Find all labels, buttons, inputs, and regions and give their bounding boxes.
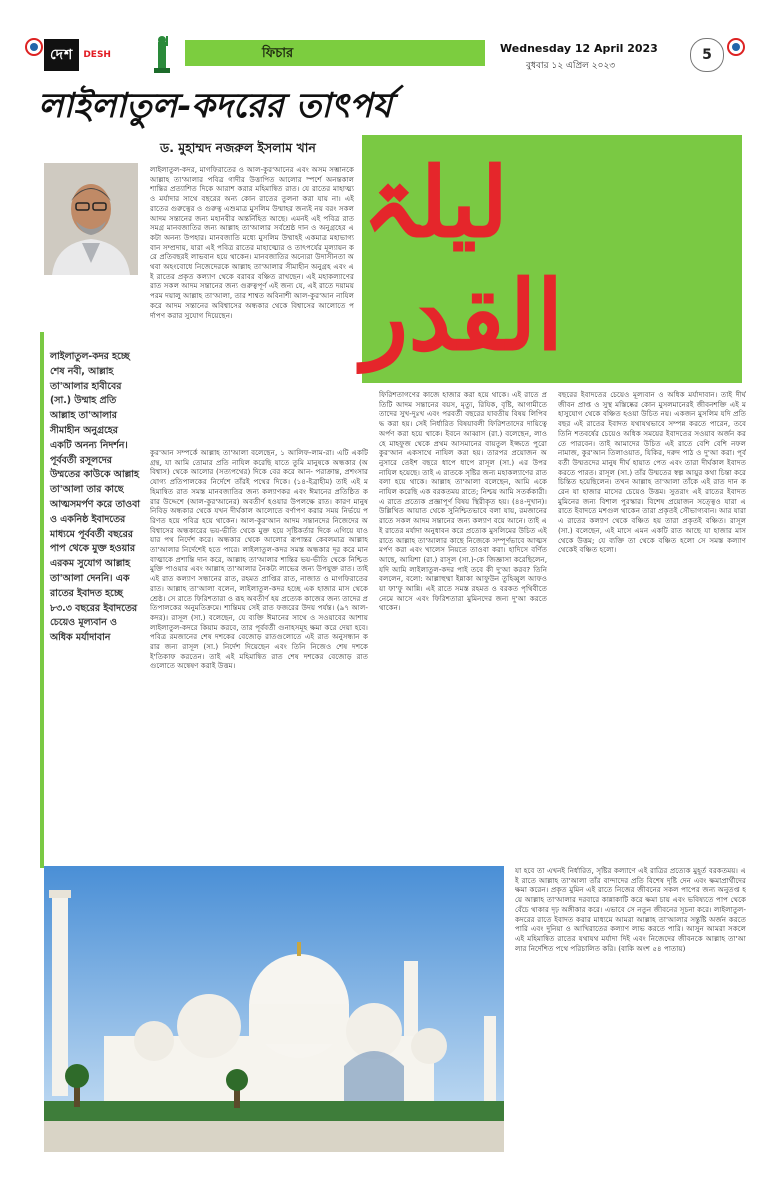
- article-headline: লাইলাতুল-কদরের তাৎপর্য: [38, 86, 392, 126]
- statue-icon: [144, 34, 180, 74]
- pull-quote: [40, 332, 142, 868]
- newspaper-logo[interactable]: [44, 38, 142, 72]
- logo-sub: DESH: [83, 50, 111, 60]
- logo-text: দেশ: [44, 39, 79, 71]
- mosque-photo: [44, 866, 504, 1152]
- section-band: [185, 40, 485, 66]
- section-label: ফিচার: [262, 46, 294, 61]
- date-english: Wednesday 12 April 2023: [500, 42, 658, 55]
- pull-quote-text: লাইলাতুল-কদর হচ্ছে শেষ নবী, আল্লাহ তা'আলার হাবীবের (সা.) উম্মাহ প্রতি আল্লাহ তা'আলার সীমাহীন অনুগ্রহের একটি অনন্য নিদর্শন। পূর্ববর্তী রসূলদের উম্মতের কাউকে আল্লাহ তা'আলা তার কাছে আত্মসমর্পণ করে তাওবা ও একনিষ্ঠ ইবাদতের মাধ্যমে পূর্ববর্তী বছরের পাপ থেকে মুক্ত হওয়ার এরকম সুযোগ আল্লাহ তা'আলা দেননি। এক রাতের ইবাদত হচ্ছে ৮৩.৩ বছরের ইবাদতের চেয়েও মূল্যবান ও অধিক মর্যাদাবান: [50, 351, 140, 644]
- calligraphy-art: [362, 135, 742, 383]
- article-text-column: লাইলাতুল-কদর, মাগফিরাতের ও আল-কুর'আনের এবং অসম সম্ভানকে আল্লাহ তা'আলার পবিত্র গাদীর উত্তাপিত আলোর স্পর্শে অনন্তকাল শান্তির প্রত্যাশিত দিকে আরাশ করার মহিমান্বিত রাত। যে রাতের মাহাত্ম্য ও মর্যাদার সাথে বছরের অন্য কোন রাতের তুলনা করা যায় না। এই রাতের গুরুত্বের ও গুরুত্ব এশুমাত্র মুসলিম উম্মাহর জন্যই নয় বরং সকল আদম সন্তানের জন্য মহানবীর অন্তর্নিহিত আছে। এমনই এই পবিত্র রাত সমগ্র মানবজাতির জন্য আল্লাহ তা'আলার সর্বশ্রেষ্ঠ দান ও অনুগ্রহের একটা অনন্য উপহার। মানবজাতি মধ্যে মুসলিম উম্মাহই একমাত্র মহাভাগ্যবান সম্প্রদায়, যারা এই পবিত্র রাতের মাহাত্ম্যের ও তাৎপর্যের মূল্যায়ন করে প্রতিবছরই লাভবান হয়ে থাকেন। মানবজাতির অন্যেরা উদাসীনতা অথবা অহংবোধে নিজেদেরকে আল্লাহ তা'আলার সীমাহীন অনুগ্রহ এবং এই রাতের প্রকৃত কল্যাণ থেকে বরাবর বঞ্চিত রাখছেন। এই মহাকল্যাণের রাত সকল আদম সন্তানের জন্য গুরুত্বপূর্ণ এই জন্য যে, এই রাতে দয়াময় পরম দয়ালু আল্লাহ তা'আলা, তার শাশ্বত অবিনাশী আল-কুর'আন নাযিল করে আদম সন্তানের অবিশ্বাসের অন্ধকার থেকে বিশ্বাসের আলোতে পর্দাপণ করার সুযোগ দিয়েছেন।: [150, 165, 354, 320]
- page-number: 5: [690, 38, 724, 72]
- registration-mark-icon: [727, 38, 745, 56]
- article-text-column: যা হবে তা এখনই নির্ধারিত, সৃষ্টির কল্যাণে এই রাত্রির প্রত্যেক মুহূর্ত বরকতময়। এই রাতে আল্লাহ তা'আলা তাঁর বান্দাদের প্রতি বিশেষ দৃষ্টি দেন এবং ক্ষমাপ্রার্থীদের ক্ষমা করেন। প্রকৃত মুমিন এই রাতে নিজের জীবনের সকল পাপের জন্য অনুতপ্ত হয়ে আল্লাহ তা'আলার দরবারে কান্নাকাটি করে ক্ষমা চায় এবং ভবিষ্যতে পাপ থেকে বেঁচে থাকার দৃঢ় অঙ্গীকার করে। এভাবে সে নতুন জীবনের সূচনা করে। লাইলাতুল-কদরের রাতে ইবাদত করার মাধ্যমে আমরা আল্লাহ তা'আলার সন্তুষ্টি অর্জন করতে পারি এবং দুনিয়া ও আখিরাতের কল্যাণ লাভ করতে পারি। আসুন আমরা সকলে এই মহিমান্বিত রাতের যথাযথ মর্যাদা দিই এবং নিজেদের জীবনকে আল্লাহ তা'আলার নির্দেশিত পথে পরিচালিত করি। (বাকি অংশ ৫৪ পাতায়): [515, 866, 746, 953]
- date-bangla: বুধবার ১২ এপ্রিল ২০২৩: [526, 61, 616, 71]
- calligraphy-text: لیلۃ القدر: [362, 146, 564, 372]
- article-text-column: ফিরিশতাগণের কাজে হাজার করা হয়ে থাকে। এই রাতে প্রতিটি আদম সন্তানের বয়স, মৃত্যু, রিযিক, বৃষ্টি, আগামীতে তাদের সুখ-দুঃখ এবং পরবর্তী বছরের যাবতীয় বিষয় লিপিবদ্ধ করা হয়। সেই নির্ধারিত বিষয়াবলী ফিরিশতাদের দায়িত্বে অর্পণ করা হয়ে থাকে। ইবনে আব্বাস (রা.) বলেছেন, লাওহে মাহফুজ থেকে প্রথম আসমানের বায়তুল ইজ্জতে পুরো কুর'আন একসাথে নাযিল করা হয়। তারপর প্রয়োজন অনুসারে তেইশ বছরে ধাপে ধাপে রাসূল (সা.) এর উপর নাযিল হয়েছে। তাই এ রাতকে সৃষ্টির জন্য মহাকল্যাণের রাত বলা হয়ে থাকে। আল্লাহ তা'আলা বলেছেন, আমি একে নাযিল করেছি এক বরকতময় রাতে; নিশ্চয় আমি সতর্ককারী। এ রাতে প্রত্যেক প্রজ্ঞাপূর্ণ বিষয় স্থিরীকৃত হয়। (৪৪-দুখান)। উল্লিখিত আয়াত থেকে সুনিশ্চিতভাবে বলা যায়, রমজানের রাতে সকল আদম সন্তানের জন্য কল্যাণ বয়ে আনে। তাই এই রাতের মর্যাদা অনুধাবন করে প্রত্যেক মুসলিমের উচিত এই রাতে আল্লাহ তা'আলার কাছে নিজেকে সম্পূর্ণভাবে আত্মসমর্পণ করা এবং খালেস নিয়তে তাওবা করা। হাদিসে বর্ণিত আছে, আয়িশা (রা.) রাসূল (সা.)-কে জিজ্ঞাসা করেছিলেন, যদি আমি লাইলাতুল-কদর পাই তবে কী দু'আ করব? তিনি বললেন, বলো: আল্লাহুম্মা ইন্নাকা আফুউন তুহিব্বুল আফওয়া ফা'ফু আন্নি। এই রাতে সমস্ত রহমত ও বরকত পৃথিবীতে নেমে আসে এবং ফিরিশতারা মুমিনদের জন্য দু'আ করতে থাকেন।: [379, 390, 547, 613]
- author-byline: ড. মুহাম্মদ নজরুল ইসলাম খান: [160, 140, 316, 155]
- article-text-column: কুর'আন সম্পর্কে আল্লাহ তা'আলা বলেছেন, ১ আলিফ-লাম-রা। এটি একটি গ্রন্থ, যা আমি তোমার প্রতি নাযিল করেছি যাতে তুমি মানুষকে অন্ধকার (অবিশ্বাস) থেকে আলোর (সত্যপথের) দিকে বের করে আন- পরাক্রান্ত, প্রশংসার যোগ্য প্রতিপালকের নির্দেশে তাঁরই পথের দিকে। (১৪-ইব্রাহীম) তাই এই মহিমান্বিত রাত সমস্ত মানবজাতির জন্য কল্যাণকর এবং ঈমানের প্রতিষ্ঠিত করার উদ্দেশে (আল-কুর'আনের) অবতীর্ণ হওয়ার উপলক্ষে রাত। কারণ মানুষ নিবিড় অন্ধকার থেকে যখন দীর্ঘকাল আলোতে বর্ণাপণ করার সময় নির্ভয়ে পরিণত হয়ে পবিত্র হয়ে থাকেন। আল-কুর'আন আদম সন্তানদের নিজেদের অবিশ্বাসের অন্ধকারের ভয়-ভীতি থেকে মুক্ত হয়ে সৃষ্টিকর্তার দিকে এগিয়ে যাওয়ার পথ নির্দেশ করে। অন্ধকার থেকে আলোর রূপান্তর কেবলমাত্র আল্লাহ তা'আলার নির্দেশেই হতে পারে। লাইলাতুল-কদর সমস্ত অন্ধকার দূর করে মানবাত্মাকে প্রশান্তি দান করে, আল্লাহ তা'আলার শান্তির ভয়-ভীতি থেকে নিশ্চিত মুক্তি পাওয়ার এবং আল্লাহ তা'আলার নৈকট্য লাভের জন্য উপযুক্ত রাত। তাই এই রাত কল্যাণ সন্ধানের রাত, রহমত প্রাপ্তির রাত, নাজাত ও মাগফিরাতের রাত। আল্লাহ তা'আলা বলেন, লাইলাতুল-কদর হচ্ছে এক হাজার মাস থেকে শ্রেষ্ঠ। সে রাতে ফিরিশতারা ও রূহ অবতীর্ণ হয় প্রত্যেক কাজের জন্য তাদের প্রতিপালকের অনুমতিক্রমে। শান্তিময় সেই রাত ফজরের উদয় পর্যন্ত। (৯৭ আল-কদর)। রাসূল (সা.) বলেছেন, যে ব্যক্তি ঈমানের সাথে ও সওয়াবের আশায় লাইলাতুল-কদরে কিয়াম করবে, তার পূর্ববর্তী গুনাহসমূহ ক্ষমা করে দেয়া হবে। পবিত্র রমজানের শেষ দশকের বেজোড় রাতগুলোতে এই রাত অনুসন্ধান করার জন্য রাসূল (সা.) নির্দেশ দিয়েছেন এবং তিনি নিজেও শেষ দশকে ই'তিকাফ করতেন। তাই এই মহিমান্বিত রাত শেষ দশকের বেজোড় রাতগুলোতে অন্বেষণ করাই উত্তম।: [150, 448, 368, 671]
- author-portrait: [44, 163, 138, 275]
- article-text-column: বছরের ইবাদতের চেয়েও মূল্যবান ও অধিক মর্যাদাবান। তাই দীর্ঘজীবন প্রাপ্ত ও সুস্থ মস্তিষ্কের কোন মুসলমানেরই জীবনশক্তি এই মহাসুযোগ থেকে বঞ্চিত হওয়া উচিত নয়। একজন মুসলিম যদি প্রতি বছর এই রাতের ইবাদত যথাযথভাবে সম্পন্ন করতে পারেন, তবে তিনি শতবর্ষের চেয়েও অধিক সময়ের ইবাদতের সওয়াব অর্জন করতে পারবেন। তাই আমাদের উচিত এই রাতে বেশি বেশি নফল নামাজ, কুর'আন তিলাওয়াত, যিকির, দরুদ পাঠ ও দু'আ করা। পূর্ববর্তী উম্মতদের মানুষ দীর্ঘ হায়াত পেত এবং তারা দীর্ঘকাল ইবাদত করতে পারত। রাসূল (সা.) তাঁর উম্মতের স্বল্প আয়ুর কথা চিন্তা করে চিন্তিত হয়েছিলেন। তখন আল্লাহ তা'আলা তাঁকে এই রাত দান করেন যা হাজার মাসের চেয়েও উত্তম। সুতরাং এই রাতের ইবাদত মুমিনের জন্য বিশাল পুরস্কার। বিশেষ প্রয়োজন সত্ত্বেও যারা এ রাতে ইবাদতে মশগুল থাকেন তারা প্রকৃতই সৌভাগ্যবান। আর যারা এ রাতের কল্যাণ থেকে বঞ্চিত হয় তারা প্রকৃতই বঞ্চিত। রাসূল (সা.) বলেছেন, এই মাসে এমন একটি রাত আছে যা হাজার মাস থেকে উত্তম; যে ব্যক্তি তা থেকে বঞ্চিত হলো সে সমস্ত কল্যাণ থেকেই বঞ্চিত হলো।: [558, 390, 746, 555]
- registration-mark-icon: [25, 38, 43, 56]
